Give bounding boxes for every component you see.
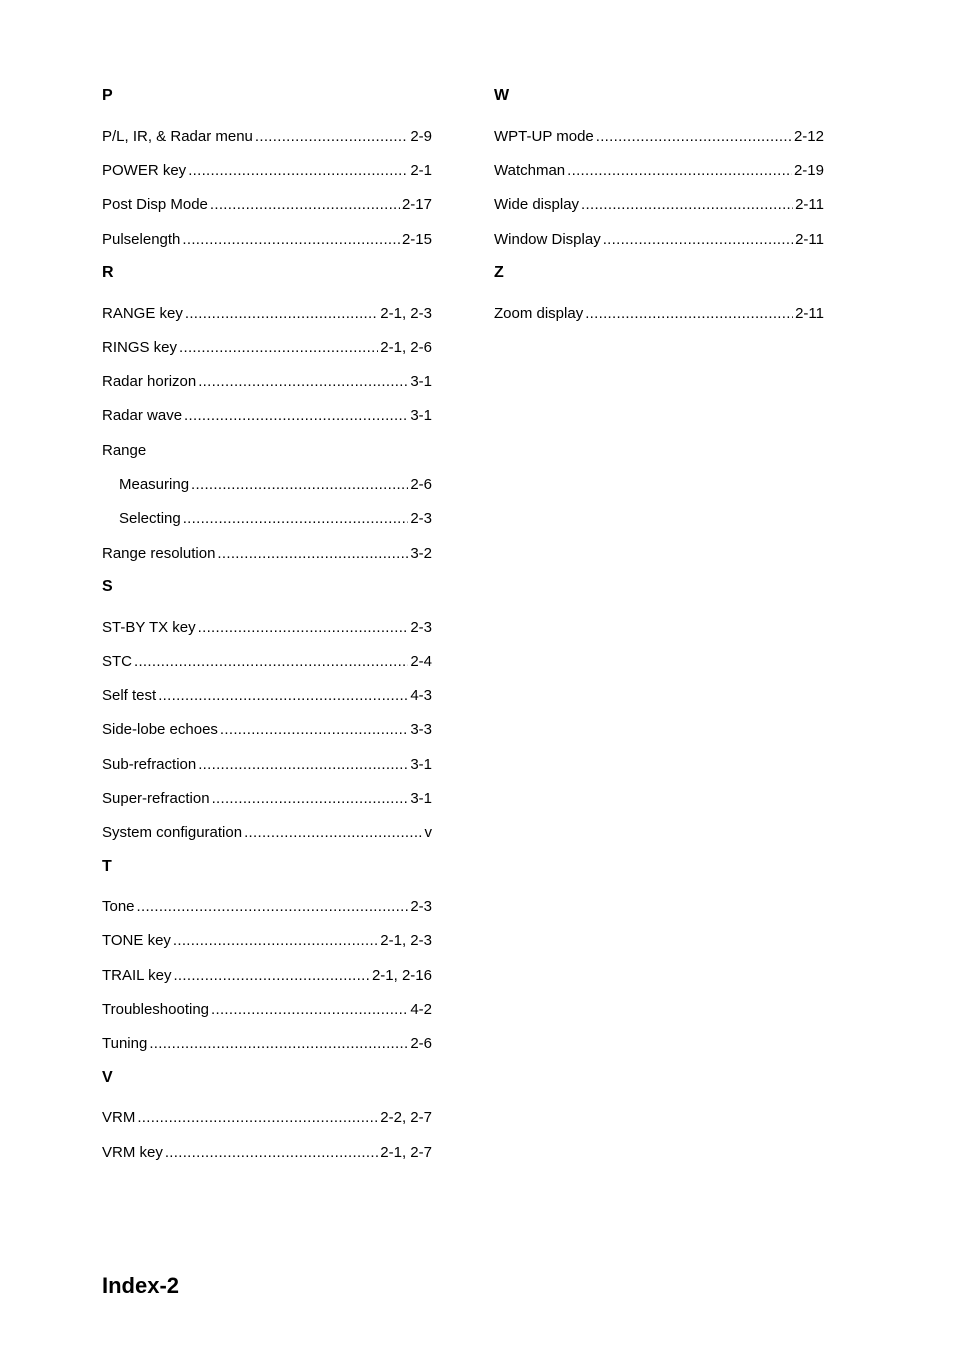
section-letter-z: Z xyxy=(494,264,504,281)
page-reference: 2-3 xyxy=(410,510,432,527)
dot-leader xyxy=(581,195,793,215)
dot-leader xyxy=(165,1143,378,1163)
index-term: Range resolution xyxy=(102,545,216,562)
index-term: Post Disp Mode xyxy=(102,196,208,213)
section-letter-v: V xyxy=(102,1069,113,1086)
index-term: Zoom display xyxy=(494,305,584,322)
index-entry xyxy=(102,372,432,392)
page-reference: 3-3 xyxy=(410,721,432,738)
index-term: Radar horizon xyxy=(102,373,197,390)
index-entry xyxy=(102,161,432,181)
index-entry xyxy=(494,195,824,215)
dot-leader xyxy=(244,823,422,843)
index-term: Radar wave xyxy=(102,407,183,424)
index-term: Measuring xyxy=(119,476,190,493)
index-entry xyxy=(494,304,824,324)
section-letter-s: S xyxy=(102,578,113,595)
index-entry xyxy=(102,931,432,951)
dot-leader xyxy=(137,897,409,917)
section-letter-p: P xyxy=(102,87,113,104)
index-entry xyxy=(102,1108,432,1128)
page-reference: 2-3 xyxy=(410,898,432,915)
index-entry xyxy=(102,230,432,250)
dot-leader xyxy=(255,127,408,147)
dot-leader xyxy=(210,195,400,215)
page-reference: 2-12 xyxy=(793,128,824,145)
index-entry xyxy=(102,720,432,740)
page-reference: 2-4 xyxy=(410,653,432,670)
index-term: P/L, IR, & Radar menu xyxy=(102,128,253,145)
dot-leader xyxy=(211,1000,408,1020)
page-reference: 2-1, 2-16 xyxy=(371,967,432,984)
index-term: Range xyxy=(102,442,147,459)
page-reference: 2-1, 2-6 xyxy=(380,339,432,356)
index-term: ST-BY TX key xyxy=(102,619,196,636)
page-reference: 2-3 xyxy=(410,619,432,636)
dot-leader xyxy=(191,475,408,495)
page-reference: 2-1, 2-3 xyxy=(380,305,432,322)
dot-leader xyxy=(173,966,369,986)
index-term: POWER key xyxy=(102,162,187,179)
dot-leader xyxy=(217,544,408,564)
index-entry xyxy=(102,1000,432,1020)
dot-leader xyxy=(173,931,378,951)
index-entry xyxy=(102,897,432,917)
page-reference: 2-11 xyxy=(795,231,824,248)
page-reference: 2-11 xyxy=(795,196,824,213)
index-term: TONE key xyxy=(102,932,171,949)
page-reference: 2-1 xyxy=(410,162,432,179)
page-reference: 2-17 xyxy=(401,196,432,213)
dot-leader xyxy=(183,509,409,529)
page-reference: 4-3 xyxy=(410,687,432,704)
index-entry xyxy=(102,406,432,426)
page-reference: 2-19 xyxy=(793,162,824,179)
index-term: RANGE key xyxy=(102,305,183,322)
dot-leader xyxy=(603,230,793,250)
index-term: Pulselength xyxy=(102,231,181,248)
page-reference: 2-15 xyxy=(401,231,432,248)
index-term: Super-refraction xyxy=(102,790,210,807)
index-term: Window Display xyxy=(494,231,601,248)
index-entry xyxy=(102,127,432,147)
page-reference: 2-6 xyxy=(410,1035,432,1052)
dot-leader xyxy=(149,1034,408,1054)
section-letter-r: R xyxy=(102,264,114,281)
page-number: Index-2 xyxy=(102,1273,180,1298)
index-term: RINGS key xyxy=(102,339,178,356)
page-reference: 2-1, 2-7 xyxy=(380,1144,432,1161)
index-term: Troubleshooting xyxy=(102,1001,210,1018)
index-entry-heading xyxy=(102,441,432,461)
page-reference: 3-2 xyxy=(410,545,432,562)
dot-leader xyxy=(220,720,408,740)
page-reference: 2-11 xyxy=(795,305,824,322)
dot-leader xyxy=(184,406,408,426)
dot-leader xyxy=(134,652,408,672)
index-term: WPT-UP mode xyxy=(494,128,594,145)
index-subentry xyxy=(119,509,432,529)
index-term: VRM xyxy=(102,1109,136,1126)
index-entry xyxy=(102,789,432,809)
dot-leader xyxy=(137,1108,378,1128)
index-term: STC xyxy=(102,653,132,670)
index-term: Tuning xyxy=(102,1035,148,1052)
index-entry xyxy=(102,195,432,215)
index-term: Sub-refraction xyxy=(102,756,197,773)
dot-leader xyxy=(179,338,378,358)
dot-leader xyxy=(585,304,793,324)
index-term: Watchman xyxy=(494,162,566,179)
index-entry xyxy=(494,230,824,250)
dot-leader xyxy=(182,230,400,250)
index-entry xyxy=(102,544,432,564)
page-reference: 3-1 xyxy=(410,790,432,807)
index-entry xyxy=(494,161,824,181)
page-reference: 2-6 xyxy=(410,476,432,493)
page-reference: 2-9 xyxy=(410,128,432,145)
index-entry xyxy=(102,338,432,358)
index-term: VRM key xyxy=(102,1144,163,1161)
index-term: TRAIL key xyxy=(102,967,172,984)
dot-leader xyxy=(212,789,409,809)
index-entry xyxy=(102,823,432,843)
dot-leader xyxy=(198,618,409,638)
index-term: Tone xyxy=(102,898,135,915)
page-reference: 4-2 xyxy=(410,1001,432,1018)
index-entry xyxy=(102,755,432,775)
page-reference: 3-1 xyxy=(410,407,432,424)
index-entry xyxy=(494,127,824,147)
dot-leader xyxy=(198,372,408,392)
index-entry xyxy=(102,304,432,324)
dot-leader xyxy=(158,686,408,706)
dot-leader xyxy=(188,161,408,181)
dot-leader xyxy=(567,161,792,181)
index-entry xyxy=(102,652,432,672)
page-reference: 3-1 xyxy=(410,756,432,773)
index-term: Self test xyxy=(102,687,157,704)
index-entry xyxy=(102,1143,432,1163)
page-reference: 3-1 xyxy=(410,373,432,390)
page-reference: 2-1, 2-3 xyxy=(380,932,432,949)
dot-leader xyxy=(185,304,378,324)
index-term: Side-lobe echoes xyxy=(102,721,218,738)
index-term: System configuration xyxy=(102,824,243,841)
index-entry xyxy=(102,1034,432,1054)
index-entry xyxy=(102,966,432,986)
index-term: Wide display xyxy=(494,196,580,213)
index-subentry xyxy=(119,475,432,495)
index-entry xyxy=(102,618,432,638)
section-letter-t: T xyxy=(102,858,112,875)
dot-leader xyxy=(596,127,792,147)
section-letter-w: W xyxy=(494,87,510,104)
page-reference: v xyxy=(424,824,432,841)
index-term: Selecting xyxy=(119,510,181,527)
index-entry xyxy=(102,686,432,706)
dot-leader xyxy=(198,755,408,775)
page-reference: 2-2, 2-7 xyxy=(380,1109,432,1126)
